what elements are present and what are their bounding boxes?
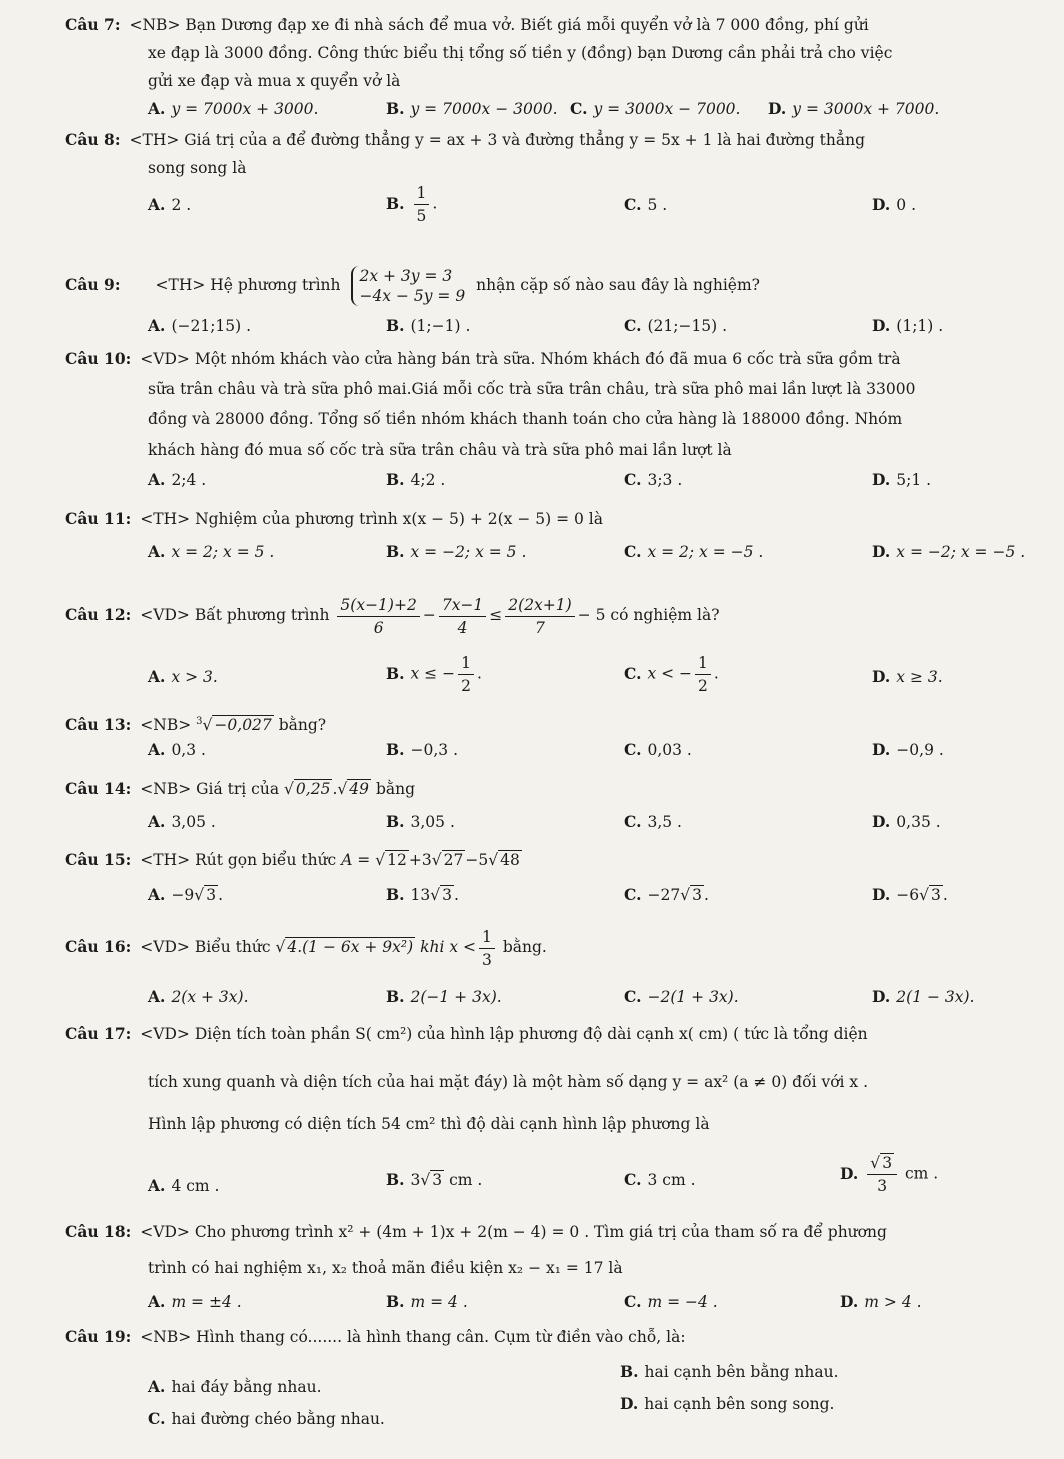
q15-option-d[interactable]: D. −6√ 3 . [872, 885, 948, 904]
q12-fraction-3: $\frac{2(2x+1)}{7}$ [505, 594, 574, 639]
q7-level-tag: <NB> [129, 16, 181, 34]
q15-option-c[interactable]: C. −27√ 3 . [624, 885, 709, 904]
q8-option-a[interactable]: A. 2 . [148, 195, 192, 214]
q7-option-c[interactable]: C. y = 3000x − 7000. [570, 99, 741, 118]
q8-option-d[interactable]: D. 0 . [872, 195, 917, 214]
q9-text-after: nhận cặp số nào sau đây là nghiệm? [476, 276, 760, 294]
q10-option-a[interactable]: A. 2;4 . [148, 470, 207, 489]
q15-option-a[interactable]: A. −9√ 3 . [148, 885, 223, 904]
q13-option-a[interactable]: A. 0,3 . [148, 740, 206, 759]
q16-number: Câu 16: [65, 937, 132, 956]
q18-text-2: trình có hai nghiệm x₁, x₂ thoả mãn điều kiện x₂ − x₁ = 17 là [148, 1259, 623, 1277]
q10-number: Câu 10: [65, 349, 132, 368]
q7-text-2: xe đạp là 3000 đồng. Công thức biểu thị tổng số tiền y (đồng) bạn Dương cần phải trả cho việc [148, 44, 893, 62]
q7-option-a[interactable]: A. y = 7000x + 3000. [148, 99, 319, 118]
q9-equation-system [351, 266, 465, 306]
q7-option-b[interactable]: B. y = 7000x − 3000. [386, 99, 558, 118]
q12-tail: − 5 [577, 606, 606, 624]
q12-option-c[interactable]: C. x < − $\frac{1}{2}$ . [624, 654, 719, 695]
q18-level-tag: <VD> [140, 1223, 190, 1241]
q19-option-a[interactable]: A. hai đáy bằng nhau. [148, 1377, 322, 1396]
q14-line1: Câu 14: <NB> Giá trị của √ 0,25 .√ 49 bằng [65, 779, 416, 798]
q19-text-1: Hình thang có....... là hình thang cân. Cụm từ điền vào chỗ, là: [196, 1328, 686, 1346]
q13-option-b[interactable]: B. −0,3 . [386, 740, 458, 759]
q11-option-a[interactable]: A. x = 2; x = 5 . [148, 542, 275, 561]
q7-line1 [65, 13, 869, 37]
q17-option-b[interactable]: B. 3√ 3 cm . [386, 1170, 483, 1189]
q9-option-c[interactable]: C. (21;−15) . [624, 316, 728, 335]
q15-radicand-1: 12 [387, 851, 407, 869]
q18-option-b[interactable]: B. m = 4 . [386, 1292, 468, 1311]
q14-text-after: bằng [375, 780, 416, 798]
q14-level-tag: <NB> [140, 780, 192, 798]
q18-line1 [65, 1220, 887, 1244]
q17-level-tag: <VD> [140, 1025, 190, 1043]
q16-text-after: bằng. [502, 938, 547, 956]
q11-number: Câu 11: [65, 509, 132, 528]
q18-text-1: Cho phương trình x² + (4m + 1)x + 2(m − 4) = 0 . Tìm giá trị của tham số ra để phương [194, 1223, 887, 1241]
q14-text-before: Giá trị của [196, 780, 280, 798]
q10-option-b[interactable]: B. 4;2 . [386, 470, 446, 489]
q13-level-tag: <NB> [140, 716, 192, 735]
q9-option-d[interactable]: D. (1;1) . [872, 316, 944, 335]
q17-number: Câu 17: [65, 1024, 132, 1043]
q15-coef-2: +3 [408, 851, 432, 869]
q11-line1 [65, 507, 603, 531]
q18-option-c[interactable]: C. m = −4 . [624, 1292, 718, 1311]
q16-condition: khi x < [420, 938, 477, 956]
q10-text-3: đồng và 28000 đồng. Tổng số tiền nhóm khách thanh toán cho cửa hàng là 188000 đồng. Nhóm [148, 410, 903, 428]
q10-line1 [65, 347, 901, 371]
q10-text-4: khách hàng đó mua số cốc trà sữa trân châu và trà sữa phô mai lần lượt là [148, 441, 732, 459]
q8-text-2: song song là [148, 159, 247, 177]
q16-option-c[interactable]: C. −2(1 + 3x). [624, 987, 739, 1006]
q10-level-tag: <VD> [140, 350, 190, 368]
q13-radicand: −0,027 [214, 716, 272, 735]
q8-number: Câu 8: [65, 130, 121, 149]
q18-number: Câu 18: [65, 1222, 132, 1241]
q18-option-a[interactable]: A. m = ±4 . [148, 1292, 242, 1311]
q12-option-d[interactable]: D. x ≥ 3. [872, 667, 943, 686]
q17-text-1: Diện tích toàn phần S( cm²) của hình lập phương độ dài cạnh x( cm) ( tức là tổng diện [194, 1025, 868, 1043]
q16-level-tag: <VD> [140, 938, 190, 956]
q9-level-tag: <TH> [155, 276, 206, 294]
q19-level-tag: <NB> [140, 1328, 192, 1346]
q12-line1: Câu 12: <VD> Bất phương trình $\frac{5(x-1)+2}{6}$ − $\frac{7x-1}{4}$ ≤ $\frac{2(2x+1)}{7}$ − 5 có nghiệm là? [65, 595, 720, 637]
q9-equation-1: 2x + 3y = 3 [359, 267, 453, 285]
q12-level-tag: <VD> [140, 606, 190, 624]
q9-equation-2: −4x − 5y = 9 [359, 287, 466, 305]
q8-option-c[interactable]: C. 5 . [624, 195, 668, 214]
q16-radicand: 4.(1 − 6x + 9x²) [287, 938, 414, 956]
q17-text-2: tích xung quanh và diện tích của hai mặt đáy) là một hàm số dạng y = ax² (a ≠ 0) đối với x . [148, 1073, 869, 1091]
q12-option-a[interactable]: A. x > 3. [148, 667, 218, 686]
q14-number: Câu 14: [65, 779, 132, 798]
q11-level-tag: <TH> [140, 510, 191, 528]
q14-radicand-2: 49 [349, 780, 369, 798]
q11-option-c[interactable]: C. x = 2; x = −5 . [624, 542, 764, 561]
q19-option-d[interactable]: D. hai cạnh bên song song. [620, 1394, 835, 1413]
q8-option-b[interactable]: B. $\frac{1}{5}$ . [386, 184, 438, 225]
q9-number: Câu 9: [65, 275, 121, 294]
q14-option-a[interactable]: A. 3,05 . [148, 812, 216, 831]
q15-expr-lhs: A = [341, 851, 371, 869]
q16-text-before: Biểu thức [194, 938, 271, 956]
q11-option-b[interactable]: B. x = −2; x = 5 . [386, 542, 527, 561]
q12-fraction-2: $\frac{7x-1}{4}$ [439, 594, 486, 639]
q15-option-b[interactable]: B. 13√ 3 . [386, 885, 459, 904]
q12-fraction-1: $\frac{5(x-1)+2}{6}$ [337, 594, 419, 639]
q15-radicand-3: 48 [500, 851, 520, 869]
q9-line1 [65, 266, 760, 306]
q14-option-d[interactable]: D. 0,35 . [872, 812, 941, 831]
q13-option-c[interactable]: C. 0,03 . [624, 740, 692, 759]
q19-number: Câu 19: [65, 1327, 132, 1346]
q7-text-1: Bạn Dương đạp xe đi nhà sách để mua vở. Biết giá mỗi quyển vở là 7 000 đồng, phí gửi [185, 16, 869, 34]
q15-text-before: Rút gọn biểu thức [195, 851, 337, 869]
q13-line1: Câu 13: <NB> $^3$√ −0,027 bằng? [65, 715, 327, 735]
q7-text-3: gửi xe đạp và mua x quyển vở là [148, 72, 401, 90]
q17-option-c[interactable]: C. 3 cm . [624, 1170, 696, 1189]
q15-radicand-2: 27 [443, 851, 464, 869]
q14-radicand-1: 0,25 [295, 780, 331, 798]
q9-text-before: Hệ phương trình [210, 276, 341, 294]
q12-number: Câu 12: [65, 605, 132, 624]
q13-root-index: 3 [196, 716, 203, 727]
q15-coef-3: −5 [465, 851, 489, 869]
q8-level-tag: <TH> [129, 131, 180, 149]
q13-text-after: bằng? [278, 716, 327, 735]
q15-line1: Câu 15: <TH> Rút gọn biểu thức A = √ 12 +3√ 27 −5√ 48 [65, 850, 520, 869]
q14-option-c[interactable]: C. 3,5 . [624, 812, 682, 831]
q12-text-after: có nghiệm là? [610, 606, 720, 624]
q10-option-d[interactable]: D. 5;1 . [872, 470, 932, 489]
q17-text-3: Hình lập phương có diện tích 54 cm² thì độ dài cạnh hình lập phương là [148, 1115, 710, 1133]
q11-text-1: Nghiệm của phương trình x(x − 5) + 2(x − 5) = 0 là [195, 510, 604, 528]
q7-number: Câu 7: [65, 15, 121, 34]
q12-text-before: Bất phương trình [194, 606, 330, 624]
q19-line1 [65, 1325, 686, 1349]
q18-option-d[interactable]: D. m > 4 . [840, 1292, 922, 1311]
q10-text-2: sữa trân châu và trà sữa phô mai.Giá mỗi cốc trà sữa trân châu, trà sữa phô mai lần lượt là 33000 [148, 380, 916, 398]
q15-level-tag: <TH> [140, 851, 191, 869]
q12-option-b[interactable]: B. x ≤ − $\frac{1}{2}$ . [386, 654, 482, 695]
q17-option-d[interactable]: D. $\frac{√ 3}{3}$ cm . [840, 1154, 939, 1195]
q16-option-d[interactable]: D. 2(1 − 3x). [872, 987, 975, 1006]
q8-line1 [65, 128, 865, 152]
q17-option-a[interactable]: A. 4 cm . [148, 1176, 220, 1195]
q11-option-d[interactable]: D. x = −2; x = −5 . [872, 542, 1026, 561]
q15-number: Câu 15: [65, 850, 132, 869]
q13-option-d[interactable]: D. −0,9 . [872, 740, 944, 759]
q8-text-1: Giá trị của a để đường thẳng y = ax + 3 và đường thẳng y = 5x + 1 là hai đường thẳng [184, 131, 866, 149]
q10-text-1: Một nhóm khách vào cửa hàng bán trà sữa. Nhóm khách đó đã mua 6 cốc trà sữa gồm trà [194, 350, 901, 368]
q17-line1 [65, 1022, 868, 1046]
q16-option-b[interactable]: B. 2(−1 + 3x). [386, 987, 502, 1006]
q16-condition-fraction: $\frac{1}{3}$ [479, 926, 495, 971]
q16-line1: Câu 16: <VD> Biểu thức √ 4.(1 − 6x + 9x²) khi x < $\frac{1}{3}$ bằng. [65, 927, 547, 969]
q9-option-b[interactable]: B. (1;−1) . [386, 316, 471, 335]
q19-option-b[interactable]: B. hai cạnh bên bằng nhau. [620, 1362, 839, 1381]
q10-option-c[interactable]: C. 3;3 . [624, 470, 683, 489]
q16-option-a[interactable]: A. 2(x + 3x). [148, 987, 249, 1006]
q19-option-c[interactable]: C. hai đường chéo bằng nhau. [148, 1409, 385, 1428]
q9-option-a[interactable]: A. (−21;15) . [148, 316, 252, 335]
q7-option-d[interactable]: D. y = 3000x + 7000. [768, 99, 940, 118]
q13-number: Câu 13: [65, 715, 132, 735]
q14-option-b[interactable]: B. 3,05 . [386, 812, 455, 831]
